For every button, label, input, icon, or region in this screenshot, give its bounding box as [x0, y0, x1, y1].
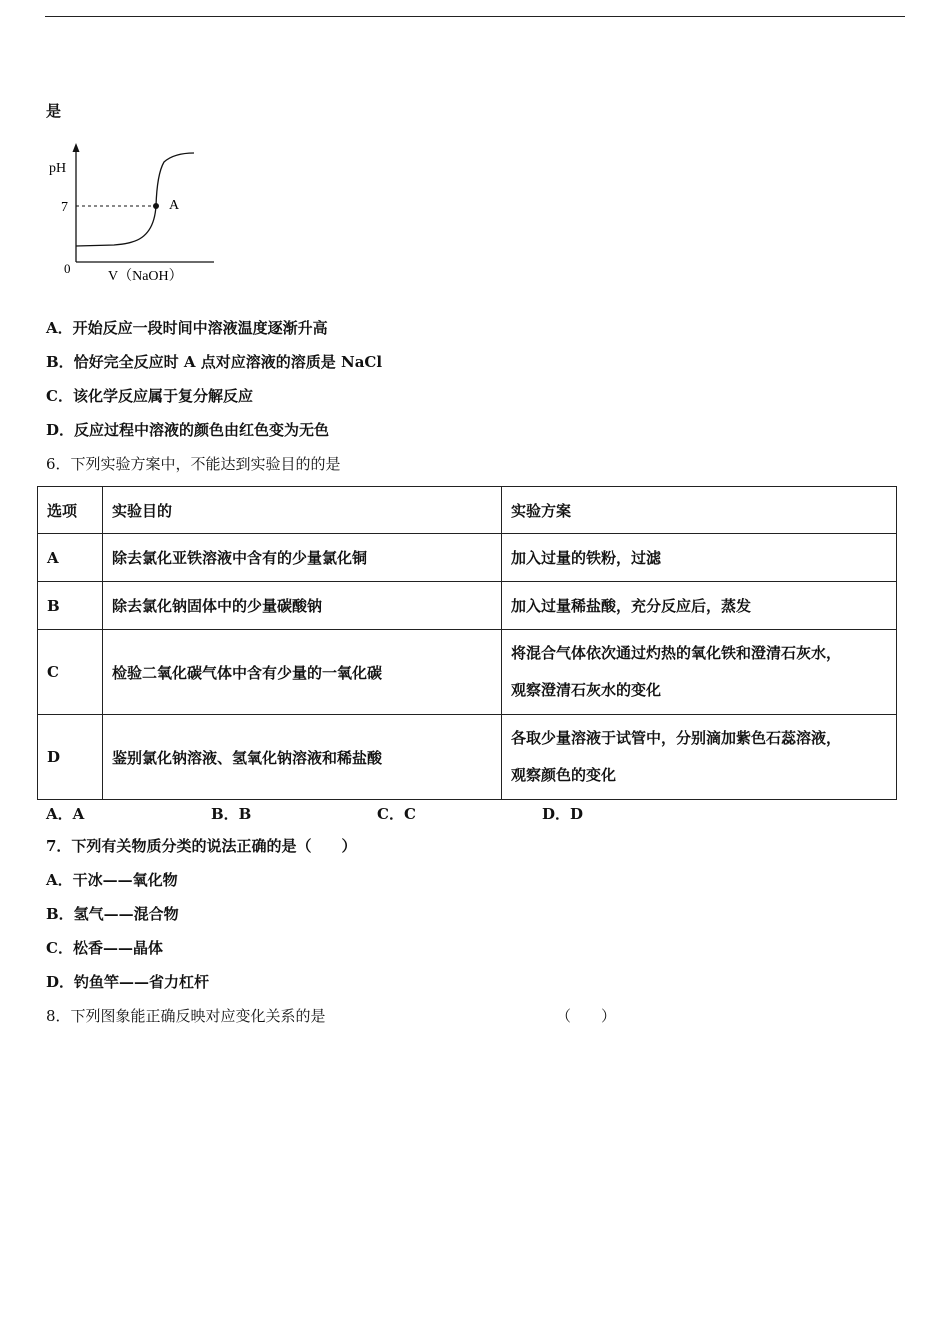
table-row [38, 715, 897, 800]
table-header-row [38, 487, 897, 534]
q5-option-a: A．开始反应一段时间中溶液温度逐渐升高 [46, 319, 328, 337]
row-purpose: 鉴别氯化钠溶液、氢氧化钠溶液和稀盐酸 [103, 715, 502, 800]
y-axis-label: pH [49, 161, 67, 176]
plan-line: 各取少量溶液于试管中，分别滴加紫色石蕊溶液， [511, 729, 842, 747]
row-option: A [38, 534, 103, 582]
q8-answer-paren: （ ） [556, 1007, 617, 1025]
q6-answer-a: A．A [46, 805, 85, 823]
header-rule [45, 16, 905, 17]
q7-option-b: B．氢气——混合物 [46, 905, 179, 923]
q7-option-c: C．松香——晶体 [46, 939, 163, 957]
q6-stem: 6．下列实验方案中，不能达到实验目的的是 [46, 455, 341, 473]
row-purpose: 除去氯化钠固体中的少量碳酸钠 [103, 582, 502, 630]
plan-line: 观察澄清石灰水的变化 [511, 681, 662, 699]
row-option: B [38, 582, 103, 630]
table-row [38, 582, 897, 630]
row-option: D [38, 715, 103, 800]
q7-option-d: D．钓鱼竿——省力杠杆 [46, 973, 210, 991]
q6-experiment-table [37, 486, 897, 800]
q7-stem: 7．下列有关物质分类的说法正确的是（ ） [46, 837, 357, 855]
row-option: C [38, 630, 103, 715]
plan-line: 观察颜色的变化 [511, 766, 617, 784]
q6-answer-b: B．B [211, 805, 252, 823]
q5-option-d: D．反应过程中溶液的颜色由红色变为无色 [46, 421, 330, 439]
question-fragment: 是 [46, 102, 62, 120]
q5-option-b: B．恰好完全反应时 A 点对应溶液的溶质是 NaCl [46, 353, 383, 371]
table-row [38, 630, 897, 715]
q6-answer-c: C．C [377, 805, 416, 823]
header-option: 选项 [38, 487, 103, 534]
row-plan: 加入过量稀盐酸，充分反应后，蒸发 [502, 582, 897, 630]
row-plan [502, 715, 897, 800]
row-plan: 加入过量的铁粉，过滤 [502, 534, 897, 582]
row-purpose: 检验二氧化碳气体中含有少量的一氧化碳 [103, 630, 502, 715]
plan-line: 将混合气体依次通过灼热的氧化铁和澄清石灰水， [511, 644, 842, 662]
header-purpose: 实验目的 [103, 487, 502, 534]
row-purpose: 除去氯化亚铁溶液中含有的少量氯化铜 [103, 534, 502, 582]
ph-titration-graph [44, 140, 214, 290]
point-a-marker [153, 203, 159, 209]
table-row [38, 534, 897, 582]
q6-answer-d: D．D [542, 805, 584, 823]
y-tick-7: 7 [61, 200, 68, 215]
y-axis-arrow [73, 143, 80, 152]
q7-option-a: A．干冰——氧化物 [46, 871, 178, 889]
q5-option-c: C．该化学反应属于复分解反应 [46, 387, 253, 405]
origin-label: 0 [64, 261, 71, 276]
q8-stem: 8．下列图象能正确反映对应变化关系的是 [46, 1007, 326, 1025]
point-a-label: A [169, 198, 180, 213]
header-plan: 实验方案 [502, 487, 897, 534]
row-plan [502, 630, 897, 715]
x-axis-label: V（NaOH） [108, 269, 183, 284]
